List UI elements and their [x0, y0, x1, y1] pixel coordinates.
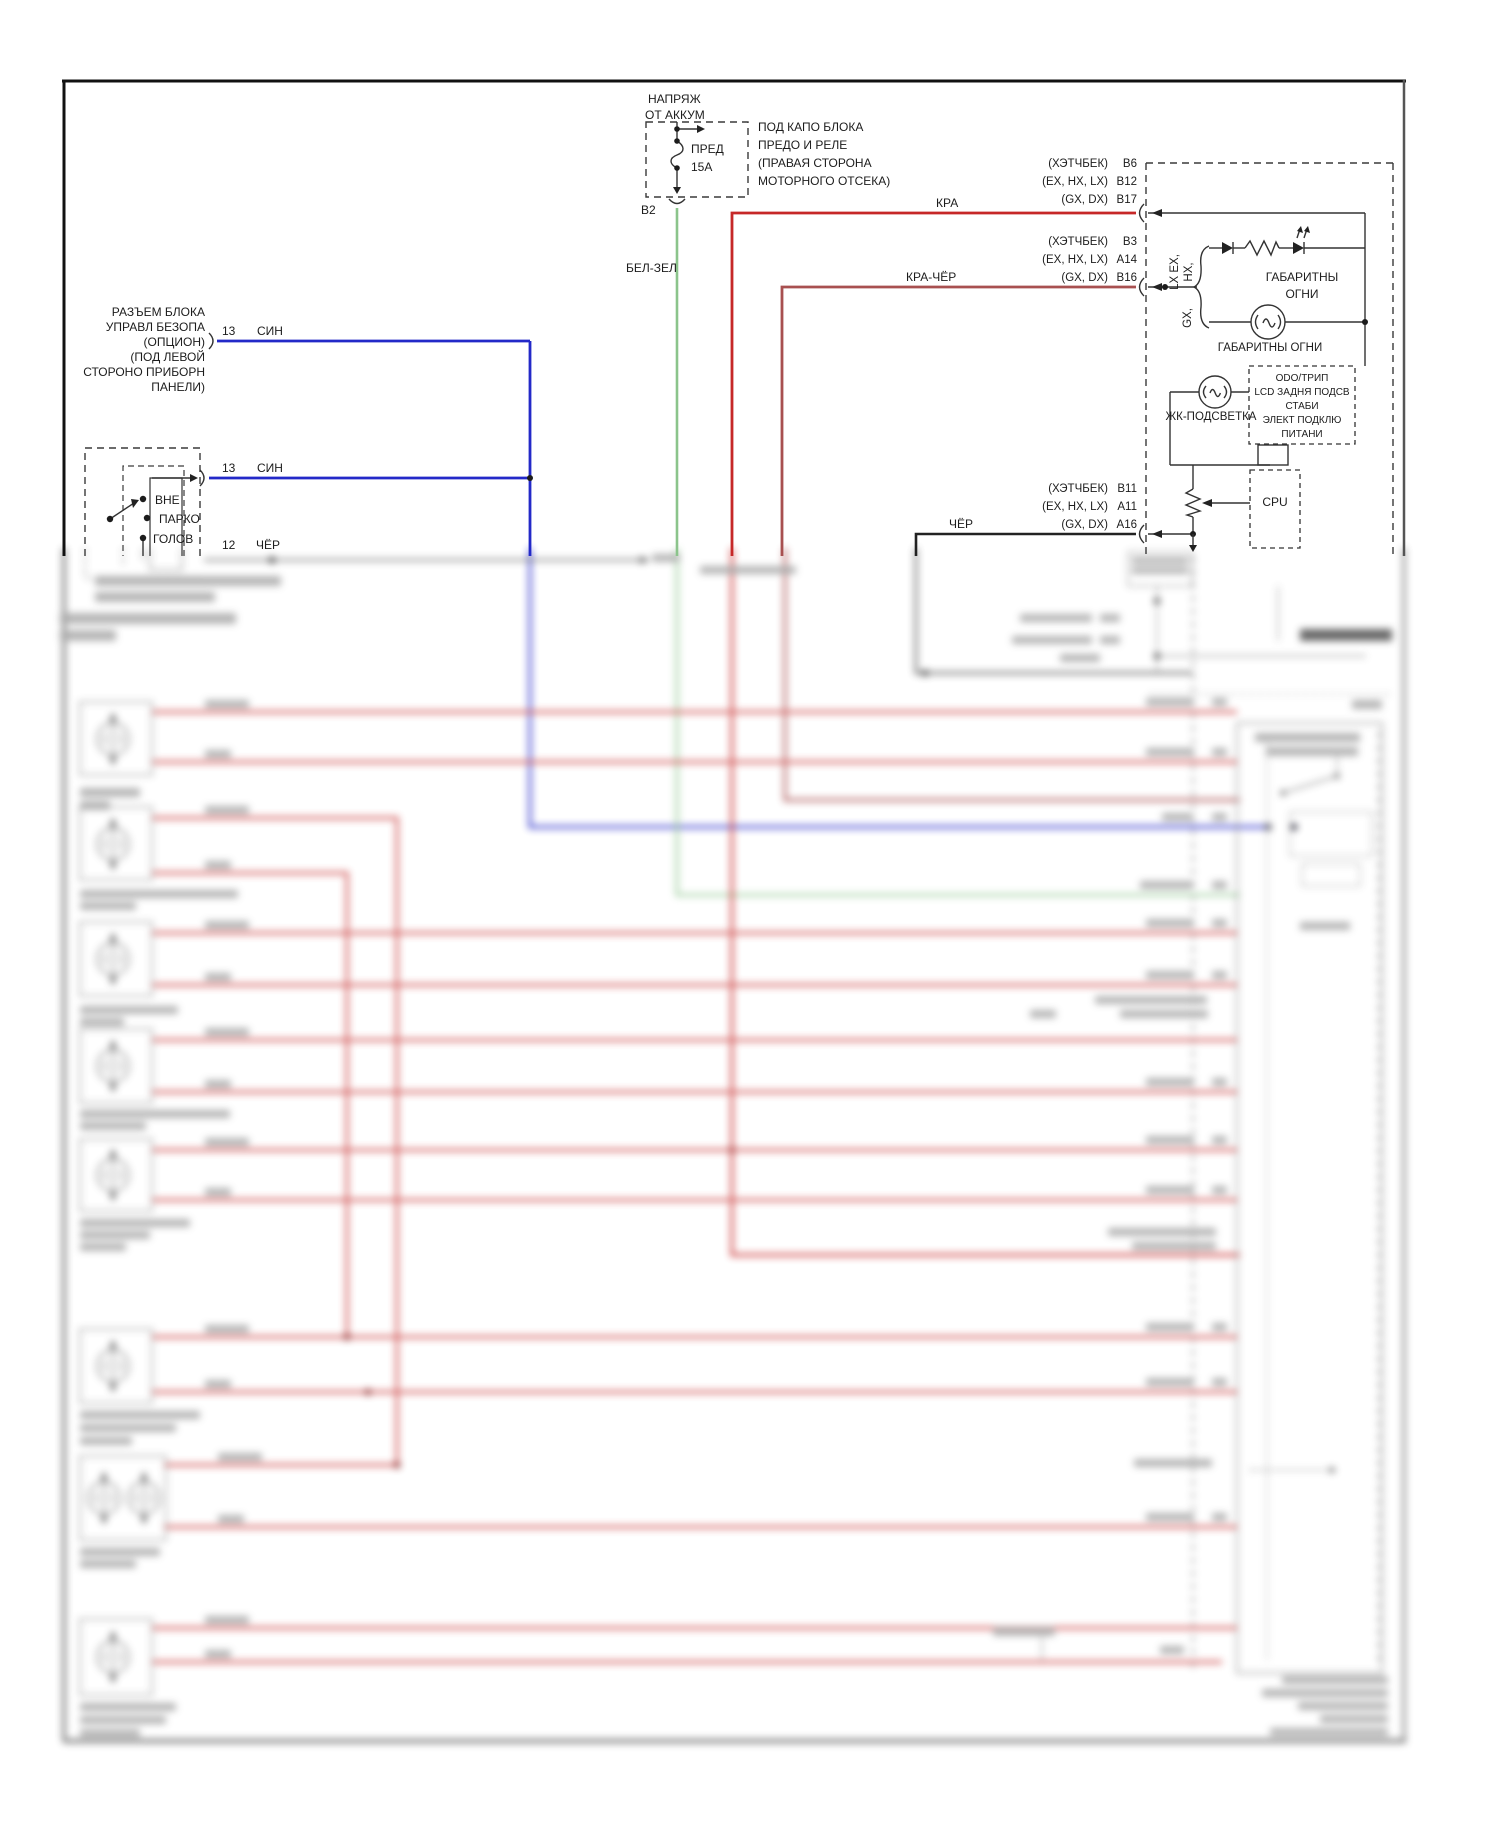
pin-b2-label: B2: [641, 203, 656, 217]
wire-cher-label: ЧЁР: [256, 538, 281, 552]
variant-labels-cher: [1042, 483, 1137, 531]
svg-text:B3: B3: [1122, 236, 1137, 248]
svg-text:(GX, DX): (GX, DX): [1061, 519, 1108, 531]
svg-text:(ХЭТЧБЕК): (ХЭТЧБЕК): [1048, 483, 1108, 495]
svg-text:(ОПЦИОН): (ОПЦИОН): [143, 335, 205, 349]
svg-text:ODO/ТРИП: ODO/ТРИП: [1275, 373, 1329, 384]
connector-plug-arc: [209, 333, 213, 349]
wire-kra-cher-label: КРА-ЧЁР: [906, 270, 957, 284]
headlight-switch-box: [85, 448, 204, 556]
svg-text:(EX, HX, LX): (EX, HX, LX): [1042, 176, 1108, 188]
wire-cher: [916, 534, 1136, 556]
switch-pos-head: ГОЛОВ: [153, 532, 194, 546]
pin-13-label: 13: [222, 461, 236, 475]
svg-text:РАЗЪЕМ БЛОКА: РАЗЪЕМ БЛОКА: [111, 305, 205, 319]
wire-kra-cher: [782, 287, 1136, 556]
svg-text:A16: A16: [1116, 519, 1137, 531]
page-border: [62, 80, 1406, 556]
svg-text:(EX, HX, LX): (EX, HX, LX): [1042, 254, 1108, 266]
odo-trip-box: [1249, 366, 1355, 444]
trim-label-lx: LX EX,: [1169, 254, 1181, 290]
lcd-backlight-label: ЖК-ПОДСВЕТКА: [1165, 411, 1257, 423]
fuse-15a: [671, 122, 705, 194]
underhood-note: [758, 120, 890, 188]
cluster-connector-sockets: [1140, 204, 1145, 543]
wire-sin-label: СИН: [257, 324, 283, 338]
svg-text:(ХЭТЧБЕК): (ХЭТЧБЕК): [1048, 158, 1108, 170]
variant-labels-kra-cher: [1042, 236, 1137, 284]
battery-label: НАПРЯЖ: [648, 92, 701, 106]
svg-text:LCD ЗАДНЯ ПОДСВ: LCD ЗАДНЯ ПОДСВ: [1254, 387, 1350, 398]
svg-text:(ХЭТЧБЕК): (ХЭТЧБЕК): [1048, 236, 1108, 248]
switch-pos-park: ПАРКО: [159, 512, 200, 526]
svg-text:B17: B17: [1116, 194, 1137, 206]
svg-text:УПРАВЛ БЕЗОПА: УПРАВЛ БЕЗОПА: [105, 320, 205, 334]
clearance-lights-label-2: ГАБАРИТНЫ ОГНИ: [1217, 342, 1323, 354]
svg-text:B16: B16: [1116, 272, 1137, 284]
wire-cher-label: ЧЁР: [949, 517, 974, 531]
wire-belzel-label: БЕЛ-ЗЕЛ: [626, 261, 677, 275]
battery-fuse-block: [641, 92, 748, 217]
trim-label-gx: GX,: [1182, 308, 1194, 328]
cpu-block: [1148, 465, 1300, 552]
wire-sin-srs: [209, 341, 530, 556]
svg-text:СТАБИ: СТАБИ: [1285, 401, 1319, 412]
svg-text:ПИТАНИ: ПИТАНИ: [1281, 429, 1323, 440]
svg-text:ПАНЕЛИ): ПАНЕЛИ): [151, 380, 205, 394]
svg-text:ПОД КАПО БЛОКА: ПОД КАПО БЛОКА: [758, 120, 864, 134]
battery-label: ОТ АККУМ: [645, 108, 705, 122]
svg-text:(ПРАВАЯ СТОРОНА: (ПРАВАЯ СТОРОНА: [758, 156, 872, 170]
clearance-lights-label: ОГНИ: [1285, 287, 1319, 301]
cpu-label: CPU: [1262, 495, 1288, 509]
fuse-name-label: ПРЕД: [691, 142, 724, 156]
svg-text:СТОРОНО ПРИБОРН: СТОРОНО ПРИБОРН: [83, 365, 205, 379]
svg-text:(EX, HX, LX): (EX, HX, LX): [1042, 501, 1108, 513]
svg-text:ЭЛЕКТ ПОДКЛЮ: ЭЛЕКТ ПОДКЛЮ: [1262, 415, 1342, 426]
svg-text:B11: B11: [1117, 483, 1137, 495]
wire-kra-label: КРА: [936, 196, 959, 210]
trim-label-hx: HX,: [1183, 262, 1195, 282]
fuse-rating-label: 15А: [691, 160, 713, 174]
svg-text:(GX, DX): (GX, DX): [1061, 194, 1108, 206]
wire-sin-label: СИН: [257, 461, 283, 475]
svg-text:B12: B12: [1116, 176, 1137, 188]
pin-12-label: 12: [222, 538, 236, 552]
switch-pos-off: ВНЕ: [155, 493, 180, 507]
svg-text:(ПОД ЛЕВОЙ: (ПОД ЛЕВОЙ: [130, 350, 205, 364]
junction-dot: [527, 475, 533, 481]
srs-connector-note: [83, 305, 205, 394]
svg-text:B6: B6: [1122, 158, 1137, 170]
svg-text:МОТОРНОГО ОТСЕКА): МОТОРНОГО ОТСЕКА): [758, 174, 891, 188]
connector-socket-arc: [669, 199, 685, 204]
variant-labels-kra: [1042, 158, 1137, 206]
svg-text:(GX, DX): (GX, DX): [1061, 272, 1108, 284]
pin-13-label: 13: [222, 324, 236, 338]
svg-text:A11: A11: [1117, 501, 1137, 513]
svg-text:A14: A14: [1116, 254, 1137, 266]
clearance-lights-label: ГАБАРИТНЫ: [1265, 270, 1339, 284]
svg-text:ПРЕДО И РЕЛЕ: ПРЕДО И РЕЛЕ: [758, 138, 848, 152]
